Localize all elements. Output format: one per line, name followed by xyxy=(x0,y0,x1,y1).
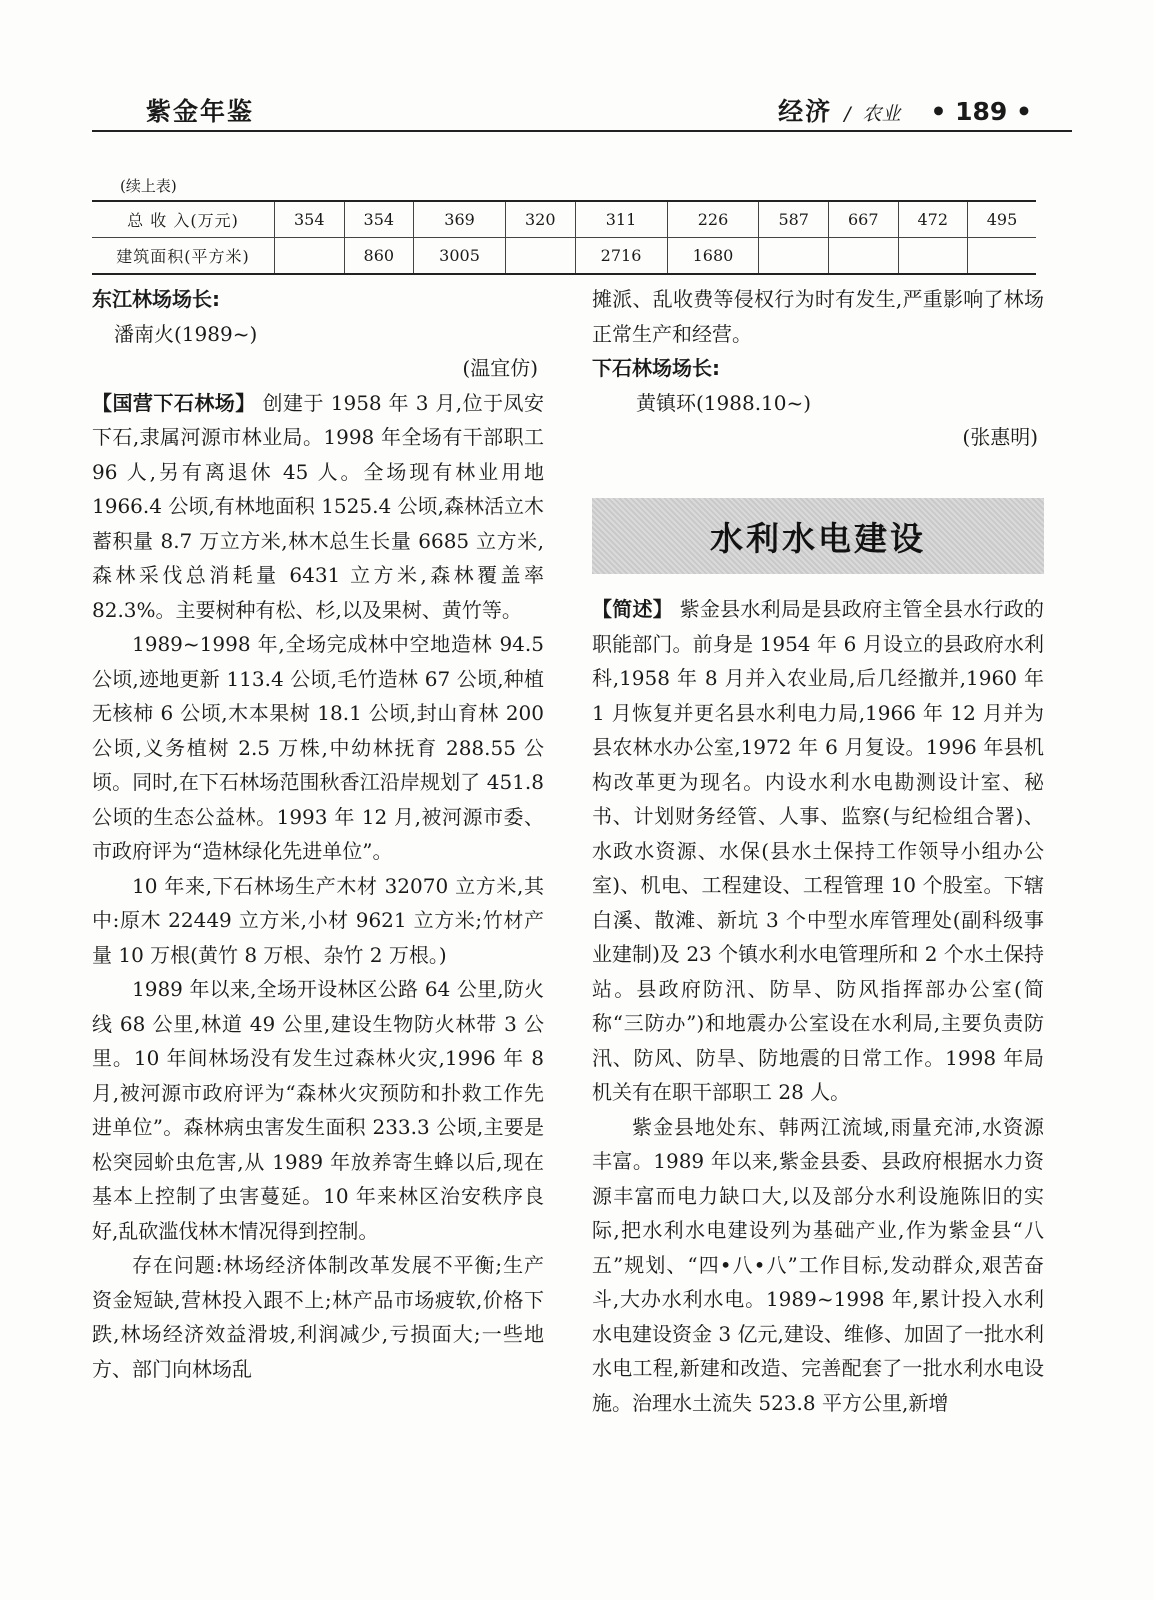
right-column-body xyxy=(592,592,1044,1420)
section-heading xyxy=(778,92,1032,128)
paragraph xyxy=(92,386,544,628)
section-banner xyxy=(592,498,1044,574)
table-cell: 320 xyxy=(506,201,576,238)
table-cell: 860 xyxy=(344,238,414,275)
paragraph: 摊派、乱收费等侵权行为时有发生,严重影响了林场正常生产和经营。 xyxy=(592,287,1044,346)
paragraph: 紫金县地处东、韩两江流域,雨量充沛,水资源丰富。1989 年以来,紫金县委、县政府根据水力资源丰富而电力缺口大,以及部分水利设施陈旧的实际,把水利水电建设列为基础产业,作为紫金县“八五”规划、“四•八•八”工作目标,发动群众,艰苦奋斗,大办水利水电。1989~1998 年,累计投入水利水电建设资金 3 亿元,建设、维修、加固了一批水利水电工程,新建和改造、完善配套了一批水利水电设施。治理水土流失 523.8 平方公里,新增 xyxy=(592,1114,1044,1415)
table-cell: 3005 xyxy=(414,238,506,275)
paragraph xyxy=(592,592,1044,1110)
table-cell xyxy=(898,238,968,275)
table-row xyxy=(92,238,1036,275)
header-rule xyxy=(92,130,1072,132)
paragraph: 1989~1998 年,全场完成林中空地造林 94.5 公顷,迹地更新 113.4 公顷,毛竹造林 67 公顷,种植无核柿 6 公顷,木本果树 18.1 公顷,封山育林 200 公顷,义务植树 2.5 万株,中幼林抚育 288.55 公顷。同时,在下石林场范围秋香江沿岸规划了 451.8 公顷的生态公益林。1993 年 12 月,被河源市委、市政府评为“造林绿化先进单位”。 xyxy=(92,632,544,863)
table-cell: 311 xyxy=(575,201,667,238)
row-label: 建筑面积(平方米) xyxy=(92,238,275,275)
table-cell: 495 xyxy=(968,201,1036,238)
entry-text: 紫金县水利局是县政府主管全县水行政的职能部门。前身是 1954 年 6 月设立的县政府水利科,1958 年 8 月并入农业局,后几经撤并,1960 年 1 月恢复并更名县水利电力局,1966 年 12 月并为县农林水办公室,1972 年 6 月复设。1996 年县机构改革更为现名。内设水利水电勘测设计室、秘书、计划财务经管、人事、监察(与纪检组合署)、水政水资源、水保(县水土保持工作领导小组办公室)、机电、工程建设、工程管理 10 个股室。下辖白溪、散滩、新坑 3 个中型水库管理处(副科级事业建制)及 23 个镇水利水电管理所和 2 个水土保持站。县政府防汛、防旱、防风指挥部办公室(简称“三防办”)和地震办公室设在水利局,主要负责防汛、防风、防旱、防地震的日常工作。1998 年局机关有在职干部职工 28 人。 xyxy=(592,597,1045,1104)
director-name: 黄镇环(1988.10~) xyxy=(636,390,812,415)
paragraph-heading: 下石林场场长: xyxy=(592,356,720,380)
table-continued-note: (续上表) xyxy=(120,177,177,195)
paragraph: 存在问题:林场经济体制改革发展不平衡;生产资金短缺,营林投入跟不上;林产品市场疲软,价格下跌,林场经济效益滑坡,利润减少,亏损面大;一些地方、部门向林场乱 xyxy=(92,1253,544,1381)
table-cell xyxy=(275,238,345,275)
page-number: • 189 • xyxy=(930,97,1032,126)
table-row xyxy=(92,201,1036,238)
table-cell: 2716 xyxy=(575,238,667,275)
paragraph-heading: 东江林场场长: xyxy=(92,287,220,311)
entry-text: 创建于 1958 年 3 月,位于凤安下石,隶属河源市林业局。1998 年全场有干部职工 96 人,另有离退休 45 人。全场现有林业用地 1966.4 公顷,有林地面积 1525.4 公顷,森林活立木蓄积量 8.7 万立方米,林木总生长量 6685 立方米,森林采伐总消耗量 6431 立方米,森林覆盖率 82.3%。主要树种有松、杉,以及果树、黄竹等。 xyxy=(92,390,544,622)
section-separator: / xyxy=(844,103,851,125)
section-banner-title: 水利水电建设 xyxy=(710,518,926,558)
table-cell: 667 xyxy=(828,201,898,238)
table-cell xyxy=(968,238,1036,275)
table-cell: 587 xyxy=(759,201,829,238)
table-cell xyxy=(759,238,829,275)
paragraph: 10 年来,下石林场生产木材 32070 立方米,其中:原木 22449 立方米,小材 9621 立方米;竹材产量 10 万根(黄竹 8 万根、杂竹 2 万根。) xyxy=(92,873,544,967)
author-credit: (温宜仿) xyxy=(462,356,538,380)
book-title: 紫金年鉴 xyxy=(146,97,255,126)
table-cell: 472 xyxy=(898,201,968,238)
entry-title: 【简述】 xyxy=(592,597,674,621)
table-cell: 354 xyxy=(275,201,345,238)
director-name: 潘南火(1989~) xyxy=(114,321,258,346)
right-column-top xyxy=(592,282,1044,455)
stats-table xyxy=(92,200,1036,275)
table-cell: 1680 xyxy=(667,238,759,275)
table-cell: 369 xyxy=(414,201,506,238)
row-label: 总 收 入(万元) xyxy=(92,201,275,238)
table-cell: 226 xyxy=(667,201,759,238)
page-header xyxy=(92,92,1072,132)
entry-title: 【国营下石林场】 xyxy=(92,390,256,415)
table-cell xyxy=(828,238,898,275)
section-name: 经济 xyxy=(778,97,833,126)
author-credit: (张惠明) xyxy=(962,425,1038,449)
paragraph: 1989 年以来,全场开设林区公路 64 公里,防火线 68 公里,林道 49 公里,建设生物防火林带 3 公里。10 年间林场没有发生过森林火灾,1996 年 8 月,被河源市政府评为“森林火灾预防和扑救工作先进单位”。森林病虫害发生面积 233.3 公顷,主要是松突园蚧虫危害,从 1989 年放养寄生蜂以后,现在基本上控制了虫害蔓延。10 年来林区治安秩序良好,乱砍滥伐林木情况得到控制。 xyxy=(92,977,544,1243)
table-cell: 354 xyxy=(344,201,414,238)
subsection-name: 农业 xyxy=(862,103,901,125)
table-cell xyxy=(506,238,576,275)
left-column xyxy=(92,282,544,1386)
